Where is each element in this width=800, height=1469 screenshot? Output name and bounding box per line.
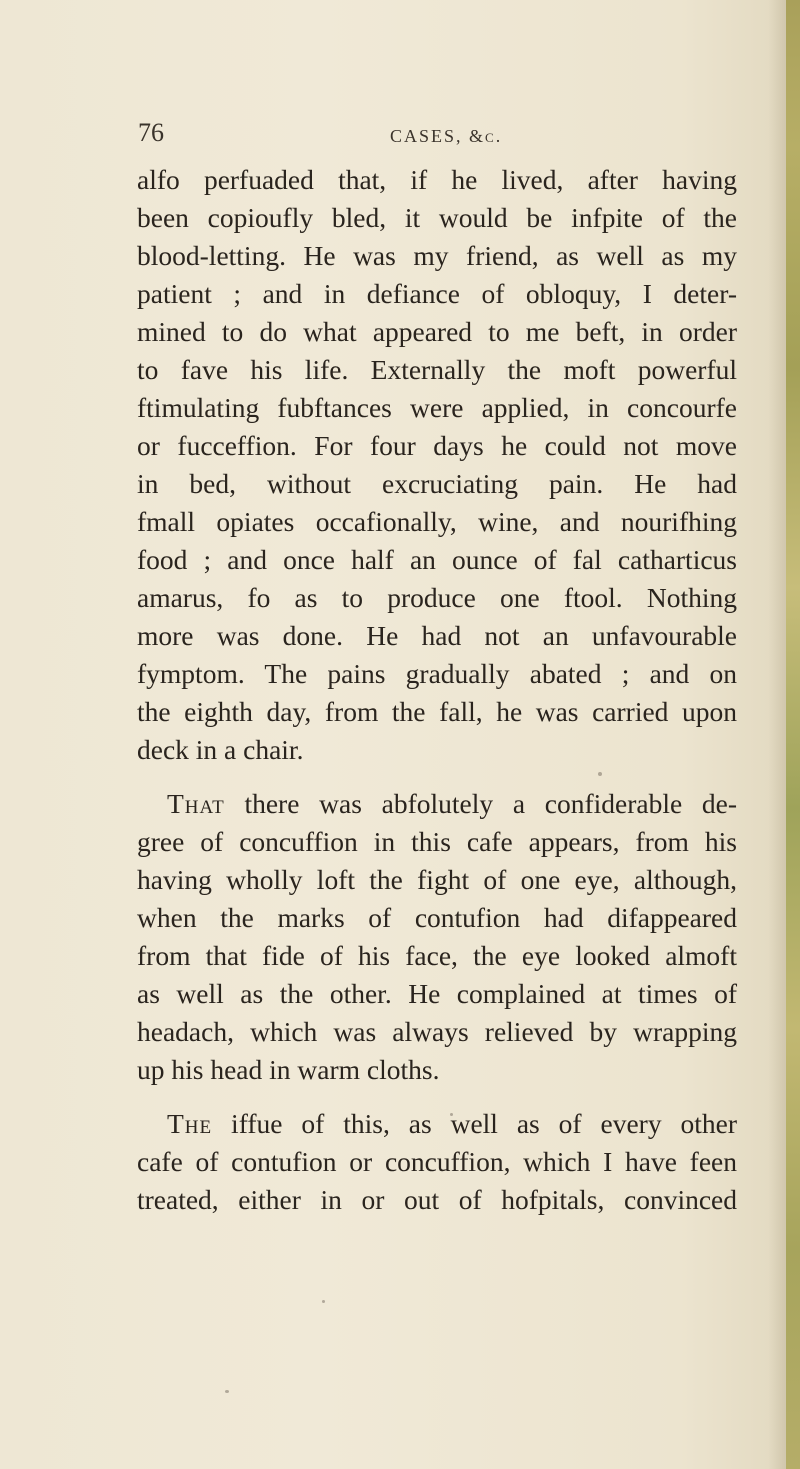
- text-line: [137, 1105, 737, 1143]
- paper-speck: [450, 1113, 453, 1116]
- paper-speck: [598, 772, 602, 776]
- text-line: headach, which was always relieved by wrapping: [137, 1016, 737, 1047]
- text-line: mined to do what appeared to me beft, in order: [137, 316, 737, 347]
- text-line: up his head in warm cloths.: [137, 1054, 440, 1085]
- text-line: ftimulating fubftances were applied, in concourfe: [137, 392, 737, 423]
- page-header: [138, 118, 738, 158]
- text-line: gree of concuffion in this cafe appears, from his: [137, 826, 737, 857]
- text-run: iffue of this, as well as of every other: [212, 1108, 737, 1139]
- text-line: [137, 785, 737, 823]
- text-line: or fucceffion. For four days he could not move: [137, 430, 737, 461]
- text-line: blood-letting. He was my friend, as well as my: [137, 240, 737, 271]
- text-line: food ; and once half an ounce of fal catharticus: [137, 544, 737, 575]
- text-line: from that fide of his face, the eye looked almoft: [137, 940, 737, 971]
- paragraph: [137, 161, 737, 769]
- text-line: patient ; and in defiance of obloquy, I deter-: [137, 278, 737, 309]
- text-line: more was done. He had not an unfavourable: [137, 620, 737, 651]
- text-line: when the marks of contufion had difappeared: [137, 902, 737, 933]
- paragraph: [137, 1105, 737, 1219]
- paper-speck: [225, 1390, 229, 1393]
- paragraph: [137, 785, 737, 1089]
- body-text: [137, 161, 737, 1219]
- text-line: in bed, without excruciating pain. He had: [137, 468, 737, 499]
- text-line: amarus, fo as to produce one ftool. Nothing: [137, 582, 737, 613]
- text-line: treated, either in or out of hofpitals, convinced: [137, 1184, 737, 1215]
- text-line: the eighth day, from the fall, he was carried upon: [137, 696, 737, 727]
- text-line: cafe of contufion or concuffion, which I have feen: [137, 1146, 737, 1177]
- running-head: CASES, &c.: [390, 126, 503, 146]
- text-line: fmall opiates occafionally, wine, and nourifhing: [137, 506, 737, 537]
- paragraph-lead: The: [167, 1108, 213, 1139]
- text-line: as well as the other. He complained at times of: [137, 978, 737, 1009]
- text-line: alfo perfuaded that, if he lived, after having: [137, 164, 737, 195]
- text-run: there was abfolutely a confiderable de-: [224, 788, 737, 819]
- paper-speck: [322, 1300, 325, 1303]
- text-line: fymptom. The pains gradually abated ; and on: [137, 658, 737, 689]
- paragraph-lead: That: [167, 788, 225, 819]
- page-edge-shadow: [768, 0, 786, 1469]
- text-line: to fave his life. Externally the moft powerful: [137, 354, 737, 385]
- page-edge: [786, 0, 800, 1469]
- text-line: having wholly loft the fight of one eye, although,: [137, 864, 737, 895]
- text-line: deck in a chair.: [137, 734, 304, 765]
- text-line: been copioufly bled, it would be infpite of the: [137, 202, 737, 233]
- page-number: 76: [138, 118, 164, 147]
